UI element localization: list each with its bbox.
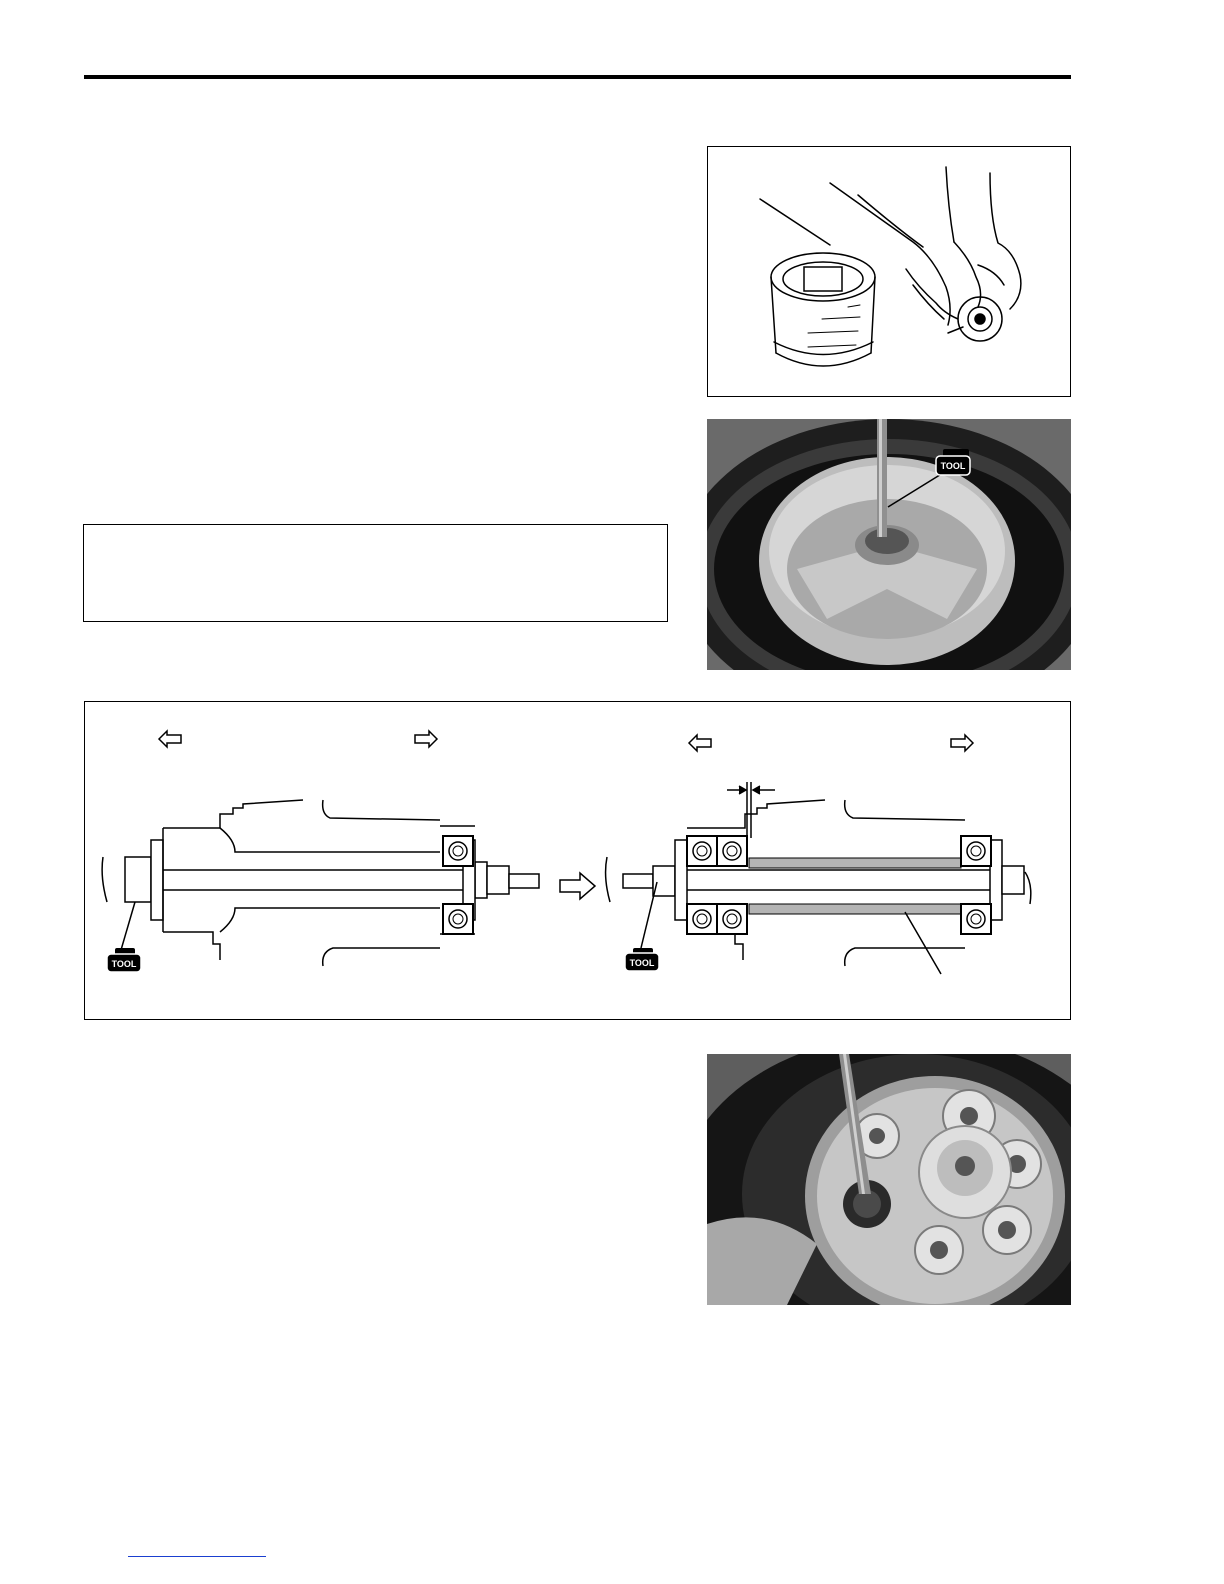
grease-bearing-illustration (707, 146, 1071, 397)
arrow-right-outline-icon (951, 735, 973, 751)
tool-badge-icon (107, 948, 141, 972)
tool-badge-icon (625, 948, 659, 971)
tool-badge-label: TOOL (111, 959, 137, 969)
top-rule (84, 75, 1071, 79)
bearing-installer-photo (707, 419, 1071, 670)
arrow-right-outline-icon (415, 731, 437, 747)
tool-badge-label: TOOL (940, 461, 966, 471)
arrow-left-outline-icon (689, 735, 711, 751)
arrow-left-outline-icon (159, 731, 181, 747)
wheel-hub-bearing-photo (707, 1054, 1071, 1305)
tool-badge-label: TOOL (629, 958, 655, 968)
bearing-installation-diagram (84, 701, 1071, 1020)
note-box (83, 524, 668, 622)
footer-link-underline[interactable] (128, 1556, 266, 1557)
